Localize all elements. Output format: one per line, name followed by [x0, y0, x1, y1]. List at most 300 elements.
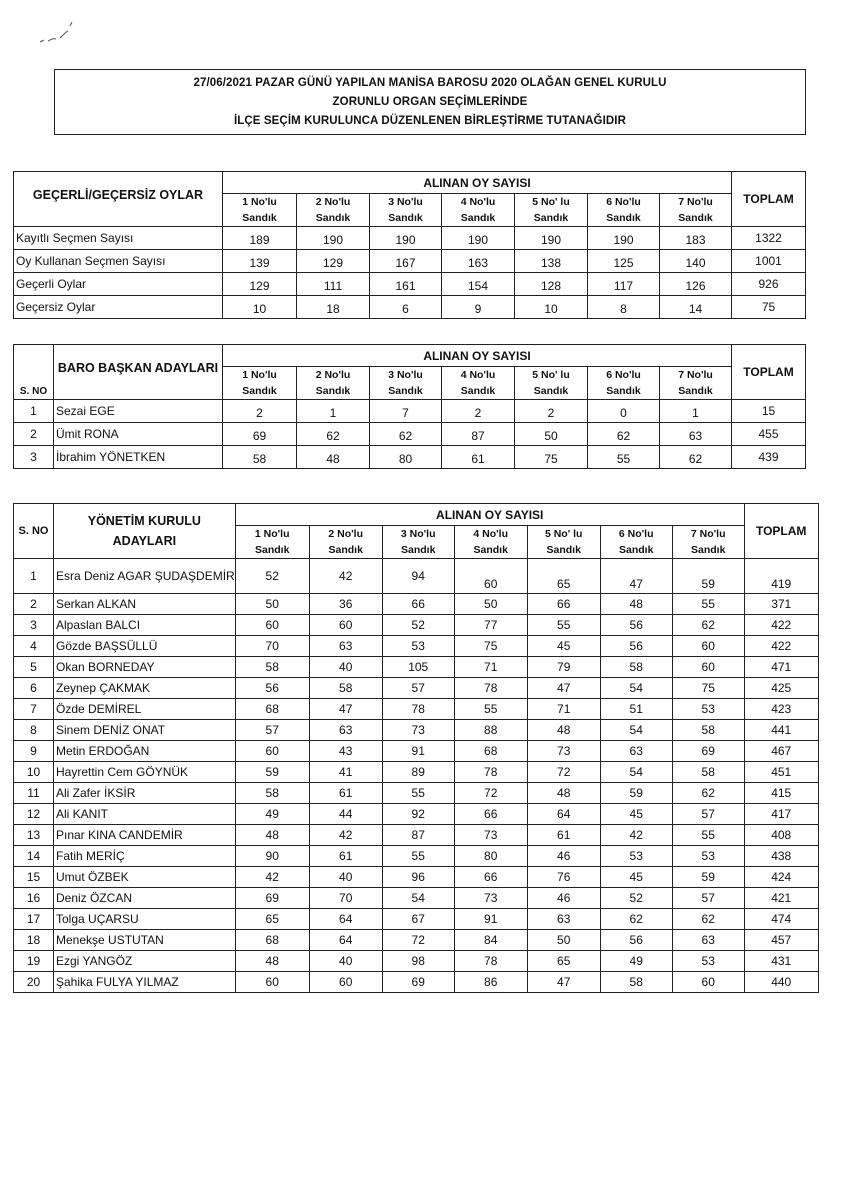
header-line-2: ZORUNLU ORGAN SEÇİMLERİNDE — [332, 95, 528, 108]
vote-cell: 51 — [600, 699, 672, 720]
vote-cell: 88 — [454, 720, 527, 741]
vote-cell: 7 — [370, 400, 442, 423]
vote-cell: 53 — [382, 636, 454, 657]
vote-cell: 72 — [527, 762, 600, 783]
vote-cell: 190 — [442, 227, 515, 250]
vote-cell: 84 — [454, 930, 527, 951]
total-header: TOPLAM — [732, 172, 806, 227]
vote-cell: 50 — [235, 594, 309, 615]
candidate-name: Şahika FULYA YILMAZ — [54, 972, 236, 993]
sandik-number: 6 No'lu — [618, 528, 654, 540]
vote-cell: 49 — [235, 804, 309, 825]
vote-cell: 68 — [235, 930, 309, 951]
vote-cell: 47 — [309, 699, 382, 720]
sandik-number: 6 No'lu — [606, 369, 641, 381]
vote-cell: 68 — [235, 699, 309, 720]
row-number: 12 — [14, 804, 54, 825]
vote-cell: 86 — [454, 972, 527, 993]
vote-cell: 58 — [235, 783, 309, 804]
vote-cell: 14 — [660, 296, 732, 319]
vote-cell: 9 — [442, 296, 515, 319]
sandik-label: Sandık — [678, 212, 713, 224]
vote-cell: 53 — [672, 846, 744, 867]
header-line-3: İLÇE SEÇİM KURULUNCA DÜZENLENEN BİRLEŞTİRME TUTANAĞIDIR — [233, 114, 627, 127]
vote-cell: 40 — [309, 867, 382, 888]
vote-cell: 65 — [527, 951, 600, 972]
sandik-header — [297, 367, 370, 400]
table-category-header: GEÇERLİ/GEÇERSİZ OYLAR — [14, 172, 223, 227]
vote-cell: 47 — [527, 972, 600, 993]
row-number: 2 — [14, 423, 54, 446]
board-rows — [14, 559, 819, 993]
vote-cell: 66 — [454, 804, 527, 825]
sandik-label: Sandık — [533, 385, 569, 397]
vote-cell: 72 — [382, 930, 454, 951]
row-number: 9 — [14, 741, 54, 762]
vote-cell: 71 — [454, 657, 527, 678]
vote-cell: 63 — [527, 909, 600, 930]
table-row — [14, 951, 819, 972]
total-cell: 15 — [732, 400, 806, 423]
vote-cell: 57 — [672, 804, 744, 825]
group-header: ALINAN OY SAYISI — [235, 504, 744, 526]
sandik-number: 1 No'lu — [242, 196, 277, 208]
sandik-header — [660, 194, 732, 227]
vote-cell: 65 — [527, 559, 600, 594]
vote-cell: 91 — [454, 909, 527, 930]
vote-cell: 69 — [235, 888, 309, 909]
vote-cell: 60 — [309, 972, 382, 993]
sandik-label: Sandık — [255, 544, 290, 556]
vote-cell: 55 — [672, 825, 744, 846]
candidate-name: Hayrettin Cem GÖYNÜK — [54, 762, 236, 783]
vote-cell: 61 — [309, 783, 382, 804]
vote-cell: 73 — [454, 888, 527, 909]
sandik-header — [223, 367, 297, 400]
total-cell: 474 — [744, 909, 818, 930]
sandik-label: Sandık — [606, 212, 641, 224]
vote-cell: 78 — [454, 678, 527, 699]
vote-cell: 42 — [309, 559, 382, 594]
sandik-header — [382, 526, 454, 559]
table-row — [14, 559, 819, 594]
sno-header: S. NO — [14, 345, 54, 400]
vote-cell: 73 — [527, 741, 600, 762]
vote-cell: 56 — [600, 636, 672, 657]
vote-cell: 154 — [442, 273, 515, 296]
vote-cell: 48 — [297, 446, 370, 469]
vote-cell: 47 — [527, 678, 600, 699]
total-cell: 422 — [744, 636, 818, 657]
vote-cell: 57 — [672, 888, 744, 909]
vote-cell: 75 — [454, 636, 527, 657]
president-rows — [14, 400, 806, 469]
vote-cell: 73 — [382, 720, 454, 741]
sandik-label: Sandık — [606, 385, 641, 397]
table-row — [14, 446, 806, 469]
vote-cell: 139 — [223, 250, 297, 273]
vote-cell: 58 — [223, 446, 297, 469]
candidate-name: Pınar KINA CANDEMİR — [54, 825, 236, 846]
vote-cell: 183 — [660, 227, 732, 250]
candidate-name: Serkan ALKAN — [54, 594, 236, 615]
vote-cell: 190 — [515, 227, 588, 250]
vote-cell: 105 — [382, 657, 454, 678]
table-row — [14, 804, 819, 825]
vote-cell: 111 — [297, 273, 370, 296]
vote-cell: 56 — [600, 615, 672, 636]
row-number: 17 — [14, 909, 54, 930]
vote-cell: 125 — [588, 250, 660, 273]
table-row — [14, 909, 819, 930]
vote-cell: 58 — [672, 720, 744, 741]
row-number: 20 — [14, 972, 54, 993]
total-cell: 423 — [744, 699, 818, 720]
vote-cell: 48 — [235, 951, 309, 972]
vote-cell: 80 — [370, 446, 442, 469]
sandik-number: 5 No' lu — [532, 369, 570, 381]
row-number: 11 — [14, 783, 54, 804]
vote-cell: 55 — [454, 699, 527, 720]
table-row — [14, 273, 806, 296]
vote-cell: 53 — [672, 951, 744, 972]
vote-cell: 42 — [600, 825, 672, 846]
vote-cell: 60 — [235, 741, 309, 762]
sandik-label: Sandık — [460, 212, 496, 224]
row-number: 3 — [14, 446, 54, 469]
row-number: 6 — [14, 678, 54, 699]
sandik-header — [235, 526, 309, 559]
table-row — [14, 846, 819, 867]
vote-cell: 48 — [600, 594, 672, 615]
sandik-header — [600, 526, 672, 559]
vote-cell: 60 — [454, 559, 527, 594]
candidate-name: Okan BORNEDAY — [54, 657, 236, 678]
vote-cell: 2 — [442, 400, 515, 423]
total-cell: 455 — [732, 423, 806, 446]
vote-cell: 45 — [600, 867, 672, 888]
vote-cell: 167 — [370, 250, 442, 273]
sandik-number: 7 No'lu — [678, 196, 713, 208]
vote-cell: 54 — [600, 762, 672, 783]
table-row — [14, 615, 819, 636]
sandik-label: Sandık — [242, 385, 277, 397]
total-cell: 441 — [744, 720, 818, 741]
vote-cell: 61 — [442, 446, 515, 469]
row-number: 10 — [14, 762, 54, 783]
vote-cell: 42 — [309, 825, 382, 846]
group-header: ALINAN OY SAYISI — [223, 172, 732, 194]
table-row — [14, 636, 819, 657]
vote-cell: 128 — [515, 273, 588, 296]
sandik-number: 2 No'lu — [328, 528, 364, 540]
row-number: 7 — [14, 699, 54, 720]
vote-cell: 140 — [660, 250, 732, 273]
vote-cell: 129 — [297, 250, 370, 273]
vote-cell: 48 — [527, 783, 600, 804]
vote-cell: 75 — [672, 678, 744, 699]
votes-rows — [14, 227, 806, 319]
row-label: Geçersiz Oylar — [14, 296, 223, 319]
vote-cell: 55 — [382, 783, 454, 804]
vote-cell: 1 — [297, 400, 370, 423]
vote-cell: 59 — [672, 559, 744, 594]
vote-cell: 2 — [223, 400, 297, 423]
row-label: Kayıtlı Seçmen Sayısı — [14, 227, 223, 250]
category-line-2: ADAYLARI — [112, 534, 177, 548]
sandik-number: 2 No'lu — [315, 369, 351, 381]
sandik-header — [442, 194, 515, 227]
vote-cell: 44 — [309, 804, 382, 825]
vote-cell: 190 — [588, 227, 660, 250]
vote-cell: 64 — [527, 804, 600, 825]
total-header: TOPLAM — [732, 345, 806, 400]
vote-cell: 66 — [527, 594, 600, 615]
vote-cell: 189 — [223, 227, 297, 250]
candidate-name: Özde DEMİREL — [54, 699, 236, 720]
candidate-name: İbrahim YÖNETKEN — [54, 446, 223, 469]
table-row — [14, 250, 806, 273]
sandik-number: 4 No'lu — [473, 528, 509, 540]
table-row — [14, 867, 819, 888]
sandik-number: 1 No'lu — [254, 528, 290, 540]
candidate-name: Menekşe USTUTAN — [54, 930, 236, 951]
vote-cell: 94 — [382, 559, 454, 594]
vote-cell: 50 — [527, 930, 600, 951]
total-cell: 425 — [744, 678, 818, 699]
vote-cell: 53 — [600, 846, 672, 867]
sandik-label: Sandık — [401, 544, 436, 556]
vote-cell: 78 — [382, 699, 454, 720]
candidate-name: Alpaslan BALCI — [54, 615, 236, 636]
vote-cell: 73 — [454, 825, 527, 846]
vote-cell: 1 — [660, 400, 732, 423]
vote-cell: 69 — [223, 423, 297, 446]
vote-cell: 10 — [515, 296, 588, 319]
vote-cell: 98 — [382, 951, 454, 972]
sandik-header — [588, 194, 660, 227]
vote-cell: 55 — [527, 615, 600, 636]
sandik-label: Sandık — [388, 212, 423, 224]
vote-cell: 190 — [370, 227, 442, 250]
sandik-header — [223, 194, 297, 227]
sandik-header — [588, 367, 660, 400]
row-number: 18 — [14, 930, 54, 951]
vote-cell: 80 — [454, 846, 527, 867]
vote-cell: 68 — [454, 741, 527, 762]
handwritten-mark — [36, 18, 86, 48]
sandik-header — [370, 367, 442, 400]
sandik-header — [527, 526, 600, 559]
vote-cell: 62 — [660, 446, 732, 469]
total-cell: 471 — [744, 657, 818, 678]
vote-cell: 52 — [600, 888, 672, 909]
vote-cell: 117 — [588, 273, 660, 296]
total-cell: 421 — [744, 888, 818, 909]
vote-cell: 63 — [672, 930, 744, 951]
candidate-name: Sinem DENİZ ONAT — [54, 720, 236, 741]
vote-cell: 161 — [370, 273, 442, 296]
vote-cell: 67 — [382, 909, 454, 930]
vote-cell: 59 — [600, 783, 672, 804]
row-number: 14 — [14, 846, 54, 867]
sandik-label: Sandık — [315, 212, 351, 224]
total-cell: 1322 — [732, 227, 806, 250]
sandik-label: Sandık — [546, 544, 581, 556]
sandik-header — [309, 526, 382, 559]
sandik-header — [297, 194, 370, 227]
vote-cell: 8 — [588, 296, 660, 319]
sandik-header — [660, 367, 732, 400]
vote-cell: 77 — [454, 615, 527, 636]
total-cell: 431 — [744, 951, 818, 972]
row-number: 3 — [14, 615, 54, 636]
sandik-header — [515, 194, 588, 227]
vote-cell: 129 — [223, 273, 297, 296]
row-number: 8 — [14, 720, 54, 741]
table-row — [14, 678, 819, 699]
table-row — [14, 400, 806, 423]
vote-cell: 60 — [672, 657, 744, 678]
total-cell: 457 — [744, 930, 818, 951]
vote-cell: 10 — [223, 296, 297, 319]
vote-cell: 71 — [527, 699, 600, 720]
total-cell: 422 — [744, 615, 818, 636]
total-cell: 440 — [744, 972, 818, 993]
candidate-name: Ümit RONA — [54, 423, 223, 446]
group-header: ALINAN OY SAYISI — [223, 345, 732, 367]
table-row — [14, 699, 819, 720]
total-cell: 371 — [744, 594, 818, 615]
sandik-number: 4 No'lu — [460, 369, 496, 381]
header-line-1: 27/06/2021 PAZAR GÜNÜ YAPILAN MANİSA BAROSU 2020 OLAĞAN GENEL KURULU — [193, 76, 667, 89]
vote-cell: 75 — [515, 446, 588, 469]
category-line-1: YÖNETİM KURULU — [87, 514, 201, 528]
row-number: 1 — [14, 559, 54, 594]
candidate-name: Deniz ÖZCAN — [54, 888, 236, 909]
total-cell: 75 — [732, 296, 806, 319]
row-number: 15 — [14, 867, 54, 888]
valid-invalid-votes-table — [13, 171, 806, 319]
vote-cell: 36 — [309, 594, 382, 615]
row-number: 16 — [14, 888, 54, 909]
vote-cell: 50 — [454, 594, 527, 615]
vote-cell: 55 — [382, 846, 454, 867]
vote-cell: 90 — [235, 846, 309, 867]
document-header — [54, 69, 806, 135]
candidate-name: Gözde BAŞSÜLLÜ — [54, 636, 236, 657]
table-row — [14, 762, 819, 783]
sandik-label: Sandık — [388, 385, 423, 397]
vote-cell: 96 — [382, 867, 454, 888]
sandik-label: Sandık — [619, 544, 654, 556]
vote-cell: 63 — [309, 636, 382, 657]
sandik-label: Sandık — [473, 544, 508, 556]
candidate-name: Ezgi YANGÖZ — [54, 951, 236, 972]
total-cell: 424 — [744, 867, 818, 888]
row-number: 2 — [14, 594, 54, 615]
candidate-name: Sezai EGE — [54, 400, 223, 423]
vote-cell: 63 — [660, 423, 732, 446]
vote-cell: 61 — [527, 825, 600, 846]
sandik-label: Sandık — [328, 544, 363, 556]
president-candidates-table — [13, 344, 806, 469]
vote-cell: 126 — [660, 273, 732, 296]
vote-cell: 58 — [600, 657, 672, 678]
vote-cell: 78 — [454, 951, 527, 972]
candidate-name: Tolga UÇARSU — [54, 909, 236, 930]
sandik-number: 1 No'lu — [242, 369, 277, 381]
vote-cell: 55 — [672, 594, 744, 615]
vote-cell: 59 — [672, 867, 744, 888]
table-row — [14, 594, 819, 615]
row-label: Oy Kullanan Seçmen Sayısı — [14, 250, 223, 273]
row-number: 13 — [14, 825, 54, 846]
row-number: 19 — [14, 951, 54, 972]
sandik-label: Sandık — [460, 385, 496, 397]
sno-header: S. NO — [14, 504, 54, 559]
vote-cell: 60 — [672, 972, 744, 993]
vote-cell: 87 — [442, 423, 515, 446]
vote-cell: 58 — [235, 657, 309, 678]
table-category-header: BARO BAŞKAN ADAYLARI — [54, 345, 223, 400]
vote-cell: 58 — [672, 762, 744, 783]
vote-cell: 91 — [382, 741, 454, 762]
sandik-label: Sandık — [691, 544, 726, 556]
total-header: TOPLAM — [744, 504, 818, 559]
table-row — [14, 930, 819, 951]
table-row — [14, 227, 806, 250]
vote-cell: 52 — [382, 615, 454, 636]
vote-cell: 60 — [235, 615, 309, 636]
vote-cell: 64 — [309, 930, 382, 951]
sandik-label: Sandık — [315, 385, 351, 397]
vote-cell: 43 — [309, 741, 382, 762]
table-row — [14, 825, 819, 846]
vote-cell: 78 — [454, 762, 527, 783]
vote-cell: 54 — [600, 720, 672, 741]
total-cell: 419 — [744, 559, 818, 594]
vote-cell: 92 — [382, 804, 454, 825]
table-row — [14, 657, 819, 678]
vote-cell: 54 — [600, 678, 672, 699]
vote-cell: 48 — [527, 720, 600, 741]
sandik-number: 5 No' lu — [532, 196, 570, 208]
total-cell: 408 — [744, 825, 818, 846]
vote-cell: 89 — [382, 762, 454, 783]
row-number: 1 — [14, 400, 54, 423]
vote-cell: 53 — [672, 699, 744, 720]
vote-cell: 76 — [527, 867, 600, 888]
vote-cell: 45 — [527, 636, 600, 657]
total-cell: 467 — [744, 741, 818, 762]
vote-cell: 59 — [235, 762, 309, 783]
vote-cell: 62 — [588, 423, 660, 446]
vote-cell: 49 — [600, 951, 672, 972]
total-cell: 926 — [732, 273, 806, 296]
vote-cell: 60 — [672, 636, 744, 657]
row-number: 5 — [14, 657, 54, 678]
table-row — [14, 423, 806, 446]
vote-cell: 57 — [235, 720, 309, 741]
vote-cell: 62 — [672, 783, 744, 804]
sandik-label: Sandık — [533, 212, 569, 224]
vote-cell: 163 — [442, 250, 515, 273]
sandik-header — [515, 367, 588, 400]
vote-cell: 58 — [309, 678, 382, 699]
candidate-name: Ali Zafer İKSİR — [54, 783, 236, 804]
vote-cell: 60 — [309, 615, 382, 636]
